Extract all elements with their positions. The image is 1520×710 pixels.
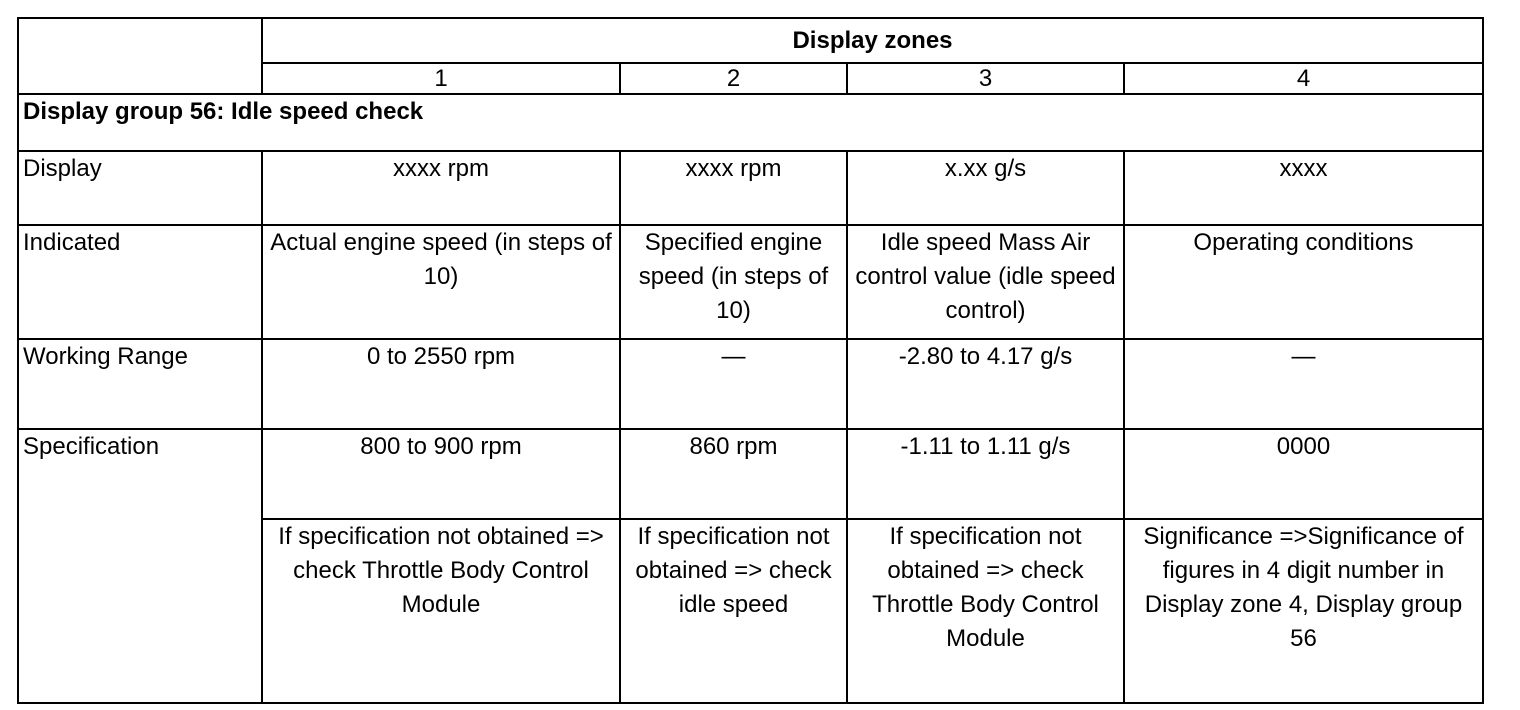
indicated-label: Indicated	[18, 225, 262, 339]
display-zones-header: Display zones	[262, 18, 1483, 63]
indicated-row	[18, 225, 1483, 339]
display-zone-3: x.xx g/s	[847, 151, 1124, 225]
corner-blank-cell	[18, 18, 262, 94]
working-range-row	[18, 339, 1483, 429]
note-zone-2: If specification not obtained => check idle speed	[620, 519, 847, 703]
indicated-zone-1: Actual engine speed (in steps of 10)	[262, 225, 620, 339]
indicated-zone-2: Specified engine speed (in steps of 10)	[620, 225, 847, 339]
working-range-zone-1: 0 to 2550 rpm	[262, 339, 620, 429]
specification-zone-1: 800 to 900 rpm	[262, 429, 620, 519]
note-zone-1: If specification not obtained => check Throttle Body Control Module	[262, 519, 620, 703]
specification-row	[18, 429, 1483, 519]
group-title-row	[18, 94, 1483, 151]
zone-1-header: 1	[262, 63, 620, 94]
specification-zone-3: -1.11 to 1.11 g/s	[847, 429, 1124, 519]
display-zone-1: xxxx rpm	[262, 151, 620, 225]
display-zone-2: xxxx rpm	[620, 151, 847, 225]
note-zone-3: If specification not obtained => check Throttle Body Control Module	[847, 519, 1124, 703]
zone-3-header: 3	[847, 63, 1124, 94]
note-zone-4: Significance =>Significance of figures in 4 digit number in Display zone 4, Display group 56	[1124, 519, 1483, 703]
header-row	[18, 18, 1483, 63]
specification-label: Specification	[18, 429, 262, 703]
display-row	[18, 151, 1483, 225]
indicated-zone-3: Idle speed Mass Air control value (idle speed control)	[847, 225, 1124, 339]
specification-zone-2: 860 rpm	[620, 429, 847, 519]
zone-4-header: 4	[1124, 63, 1483, 94]
indicated-zone-4: Operating conditions	[1124, 225, 1483, 339]
specification-zone-4: 0000	[1124, 429, 1483, 519]
idle-speed-table	[17, 17, 1484, 704]
group-title: Display group 56: Idle speed check	[18, 94, 1483, 151]
working-range-zone-4: —	[1124, 339, 1483, 429]
display-zone-4: xxxx	[1124, 151, 1483, 225]
working-range-label: Working Range	[18, 339, 262, 429]
working-range-zone-2: —	[620, 339, 847, 429]
display-label: Display	[18, 151, 262, 225]
zone-2-header: 2	[620, 63, 847, 94]
working-range-zone-3: -2.80 to 4.17 g/s	[847, 339, 1124, 429]
